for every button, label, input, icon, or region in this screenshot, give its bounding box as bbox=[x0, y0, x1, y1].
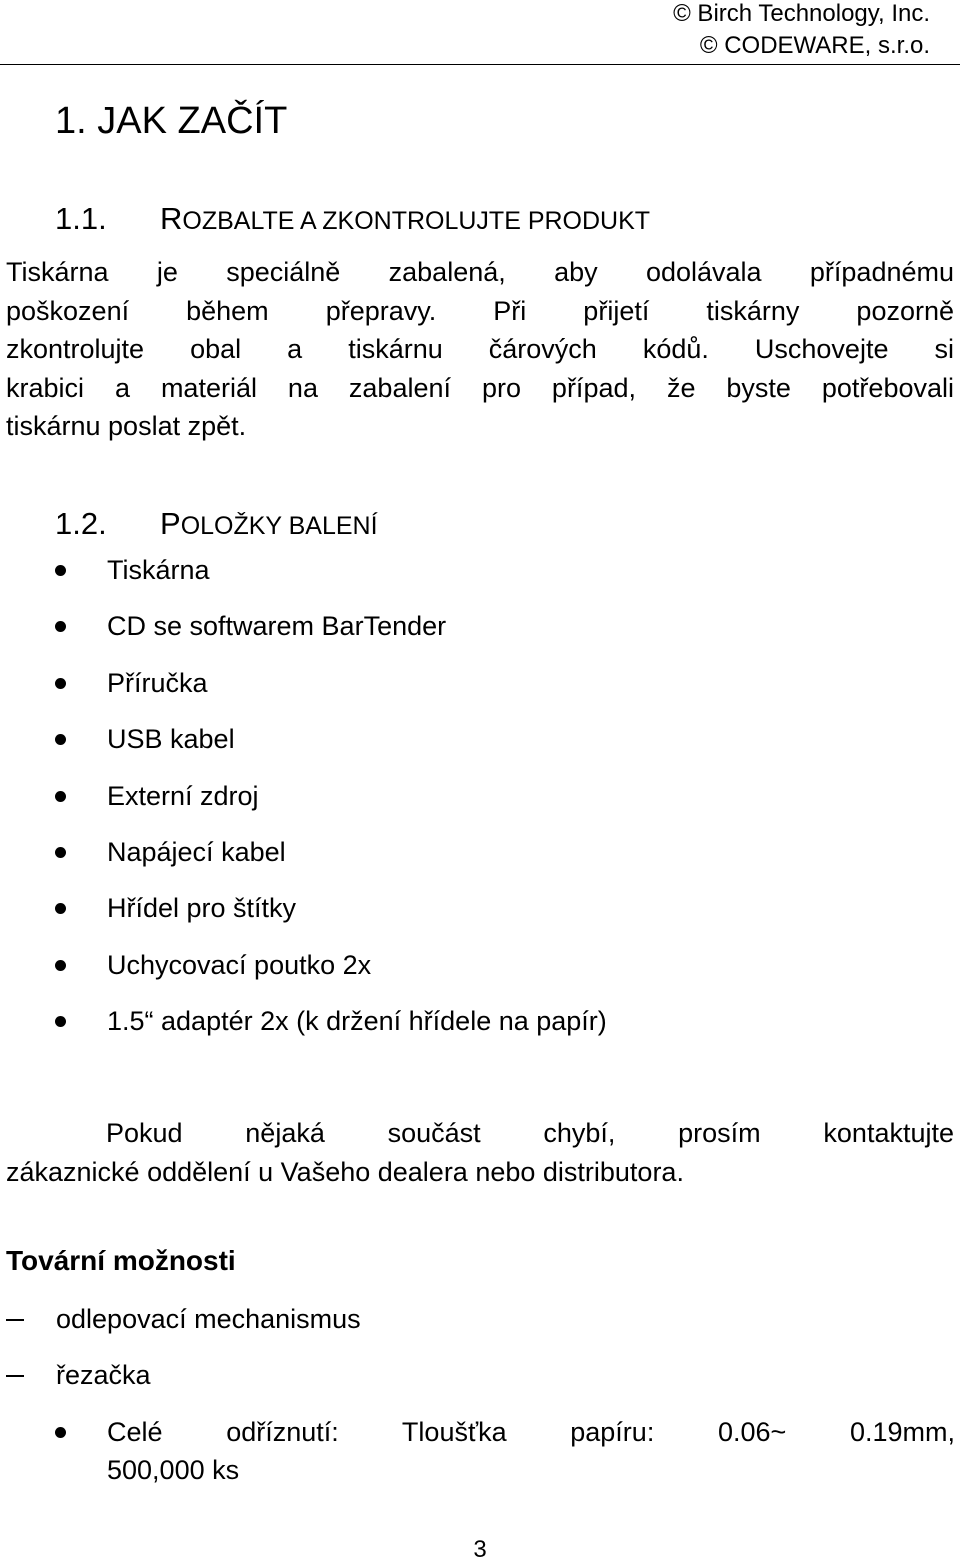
copyright-codeware: © CODEWARE, s.r.o. bbox=[699, 32, 930, 59]
list-item bbox=[55, 889, 955, 927]
bullet-icon bbox=[55, 565, 66, 576]
dash-icon bbox=[6, 1375, 24, 1377]
section-title-rest: OZBALTE A ZKONTROLUJTE PRODUKT bbox=[182, 207, 651, 235]
factory-options-heading: Tovární možnosti bbox=[6, 1245, 236, 1276]
dash-list-item-text: odlepovací mechanismus bbox=[56, 1304, 361, 1334]
bullet-icon bbox=[55, 847, 66, 858]
section-heading-unpack bbox=[55, 200, 815, 238]
page-number: 3 bbox=[473, 1536, 487, 1563]
list-item-text: USB kabel bbox=[107, 724, 235, 754]
dash-list-item bbox=[6, 1300, 906, 1338]
list-item bbox=[55, 720, 955, 758]
list-item bbox=[55, 946, 955, 984]
list-item-text: Uchycovací poutko 2x bbox=[107, 950, 372, 980]
list-item-text: Napájecí kabel bbox=[107, 837, 286, 867]
list-item bbox=[55, 607, 955, 645]
paragraph-line: krabici a materiál na zabalení pro případ, že byste potřebovali bbox=[6, 372, 954, 403]
paragraph-line: tiskárnu poslat zpět. bbox=[6, 411, 247, 441]
chapter-title: JAK ZAČÍT bbox=[97, 100, 288, 142]
chapter-heading bbox=[55, 98, 287, 144]
section-title bbox=[160, 200, 650, 240]
list-item-text: Hřídel pro štítky bbox=[107, 893, 297, 923]
section-title-initial: R bbox=[160, 201, 183, 236]
bullet-icon bbox=[55, 621, 66, 632]
list-item bbox=[55, 777, 955, 815]
list-item bbox=[55, 833, 955, 871]
dash-list-item-text: řezačka bbox=[56, 1360, 151, 1390]
bullet-icon bbox=[55, 791, 66, 802]
full-cut-line: Celé odříznutí: Tloušťka papíru: 0.06~ 0.19mm, bbox=[107, 1417, 955, 1447]
list-item-text: Externí zdroj bbox=[107, 781, 259, 811]
bullet-icon bbox=[55, 960, 66, 971]
bullet-icon bbox=[55, 1427, 66, 1438]
full-cut-line: 500,000 ks bbox=[107, 1455, 240, 1485]
chapter-number: 1. bbox=[55, 100, 87, 142]
list-item-text: Příručka bbox=[107, 668, 208, 698]
paragraph-line: zákaznické oddělení u Vašeho dealera nebo distributora. bbox=[6, 1156, 684, 1187]
list-item-text: Tiskárna bbox=[107, 555, 210, 585]
paragraph-line: zkontrolujte obal a tiskárnu čárových kódů. Uschovejte si bbox=[6, 334, 954, 364]
section-title-rest: OLOŽKY BALENÍ bbox=[180, 512, 378, 540]
copyright-birch: © Birch Technology, Inc. bbox=[673, 0, 930, 27]
missing-parts-paragraph bbox=[6, 1114, 954, 1191]
paragraph-line: Tiskárna je speciálně zabalená, aby odolávala případnému bbox=[6, 257, 954, 287]
paragraph-line: Pokud nějaká součást chybí, prosím kontaktujte bbox=[106, 1118, 954, 1148]
section-title bbox=[160, 505, 378, 545]
bullet-icon bbox=[55, 734, 66, 745]
paragraph-line: poškození během přepravy. Při přijetí tiskárny pozorně bbox=[6, 295, 954, 326]
section-heading-package-items bbox=[55, 505, 815, 543]
section-number: 1.2. bbox=[55, 506, 107, 541]
list-item bbox=[55, 1002, 955, 1040]
dash-icon bbox=[6, 1319, 24, 1321]
list-item-text: CD se softwarem BarTender bbox=[107, 611, 447, 641]
header-divider bbox=[0, 64, 960, 65]
bullet-icon bbox=[55, 1016, 66, 1027]
list-item-text: 1.5“ adaptér 2x (k držení hřídele na papír) bbox=[107, 1006, 607, 1036]
section-title-initial: P bbox=[160, 506, 181, 541]
list-item bbox=[55, 551, 955, 589]
list-item bbox=[55, 664, 955, 702]
dash-list-item bbox=[6, 1356, 906, 1394]
bullet-icon bbox=[55, 903, 66, 914]
unpack-paragraph bbox=[6, 253, 954, 446]
section-number: 1.1. bbox=[55, 201, 107, 236]
bullet-icon bbox=[55, 678, 66, 689]
